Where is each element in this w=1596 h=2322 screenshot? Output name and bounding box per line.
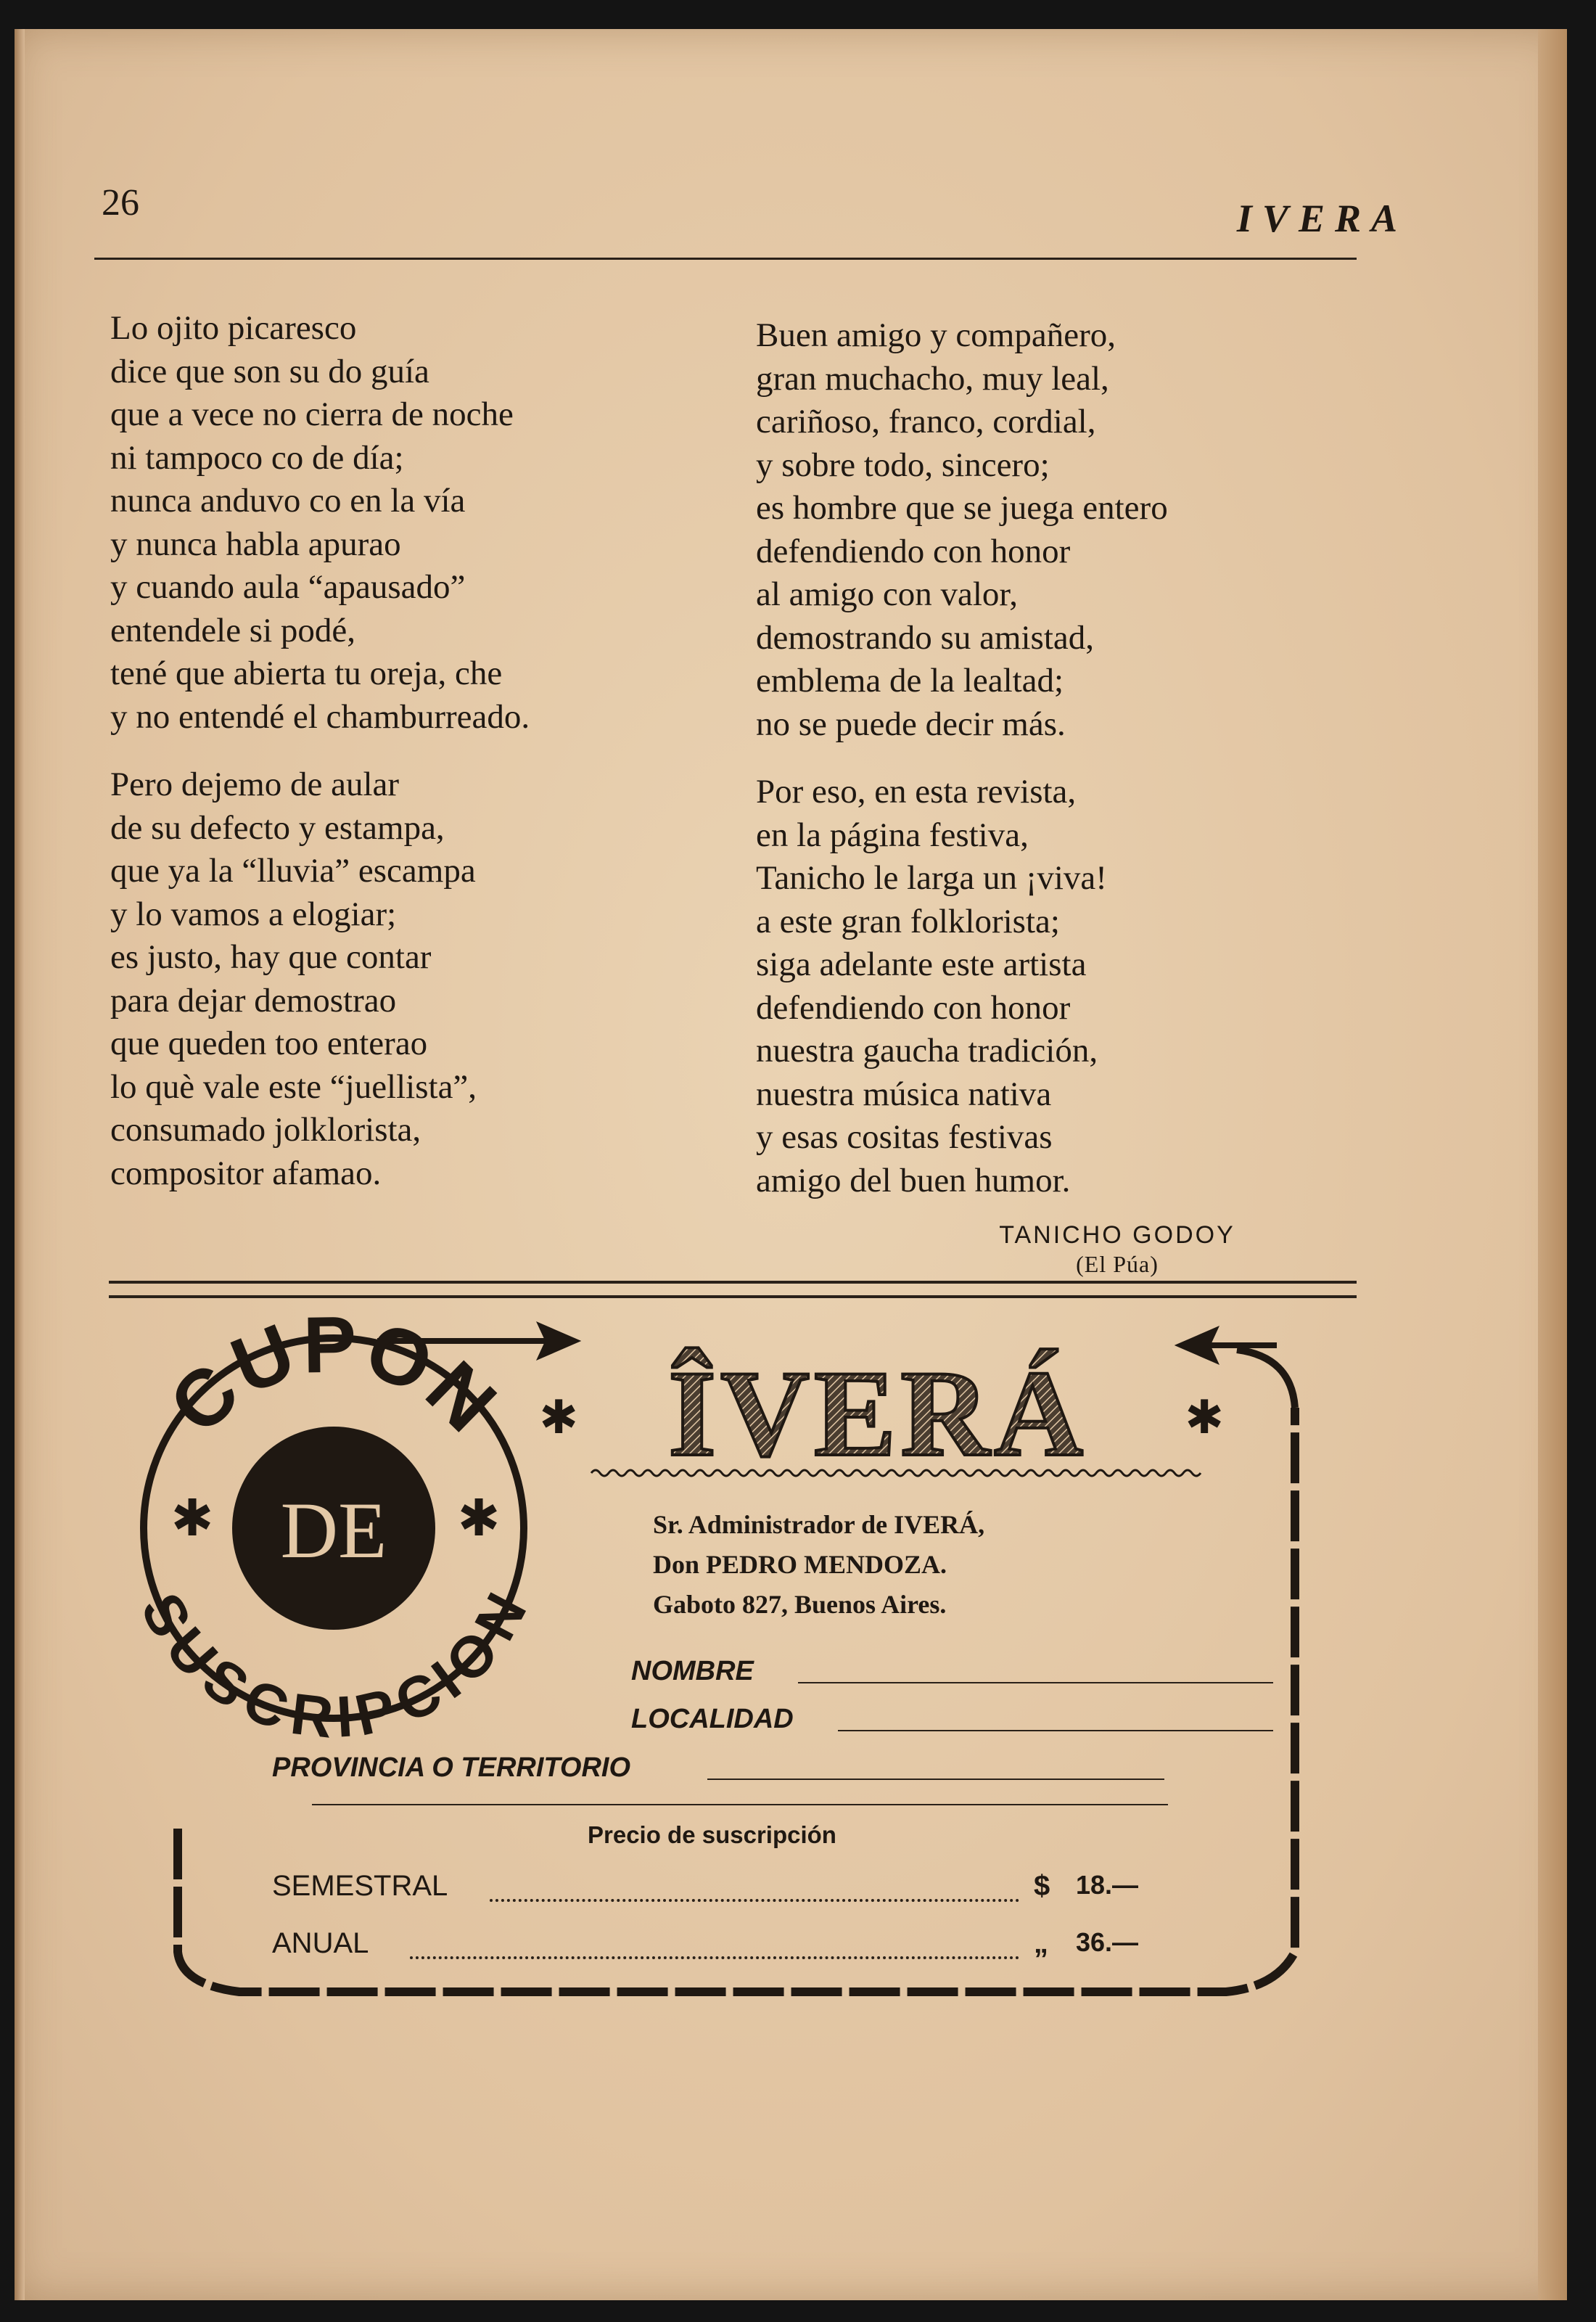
- price-label: ANUAL: [272, 1927, 369, 1959]
- verse-line: nunca anduvo co en la vía: [110, 482, 466, 520]
- verse-line: defendiendo con honor: [756, 532, 1071, 570]
- price-amount: 36.—: [1076, 1927, 1139, 1957]
- seal-bottom-text: SUSCRIPCION: [128, 1583, 539, 1750]
- locality-field-label: LOCALIDAD: [631, 1704, 794, 1734]
- verse-line: que a vece no cierra de noche: [110, 395, 514, 433]
- verse-line: defendiendo con honor: [756, 988, 1071, 1027]
- verse-line: es justo, hay que contar: [110, 938, 432, 976]
- verse-line: de su defecto y estampa,: [110, 808, 445, 847]
- verse-line: que queden too enterao: [110, 1025, 428, 1062]
- author-name: TANICHO GODOY: [999, 1221, 1235, 1249]
- verse-line: y nunca habla apurao: [110, 525, 401, 563]
- verse-line: nuestra gaucha tradición,: [756, 1032, 1098, 1070]
- address-line-2: Don PEDRO MENDOZA.: [653, 1550, 947, 1579]
- verse-line: para dejar demostrao: [110, 981, 397, 1020]
- author-alias: (El Púa): [1076, 1251, 1159, 1277]
- name-field[interactable]: [798, 1682, 1273, 1683]
- verse-line: a este gran folklorista;: [756, 902, 1060, 940]
- verse-line: y sobre todo, sincero;: [756, 446, 1050, 484]
- price-currency: $: [1034, 1870, 1050, 1902]
- coupon-brand: [539, 1345, 1224, 1482]
- address-line-3: Gaboto 827, Buenos Aires.: [653, 1590, 947, 1619]
- verse-line: es hombre que se juega entero: [756, 489, 1168, 527]
- star-left-icon: ✱: [539, 1391, 578, 1445]
- verse-line: y esas cositas festivas: [756, 1118, 1053, 1156]
- dot-leader: [410, 1927, 1019, 1959]
- subscription-seal: [128, 1300, 538, 1749]
- price-currency: „: [1034, 1927, 1048, 1959]
- price-divider: [312, 1804, 1168, 1805]
- verse-line: y no entendé el chamburreado.: [110, 697, 530, 736]
- verse-line: Buen amigo y compañero,: [756, 316, 1116, 354]
- verse-line: demostrando su amistad,: [756, 618, 1095, 657]
- brand-wordmark: ÎVERÁ: [668, 1345, 1087, 1482]
- verse-line: tené que abierta tu oreja, che: [110, 655, 503, 692]
- star-right-icon: ✱: [1185, 1391, 1224, 1445]
- seal-top-text: CUPON: [152, 1300, 515, 1451]
- verse-line: consumado jolklorista,: [110, 1111, 421, 1149]
- verse-line: dice que son su do guía: [110, 352, 429, 390]
- seal-middle-text: DE: [280, 1486, 387, 1575]
- address-line-1: Sr. Administrador de IVERÁ,: [653, 1510, 985, 1539]
- price-label: SEMESTRAL: [272, 1870, 448, 1902]
- verse-line: entendele si podé,: [110, 611, 356, 649]
- seal-star-left-icon: ✱: [170, 1488, 214, 1548]
- verse-line: cariñoso, franco, cordial,: [756, 403, 1096, 440]
- running-title: IVERA: [1236, 197, 1407, 240]
- verse-line: Tanicho le larga un ¡viva!: [756, 859, 1107, 897]
- verse-line: nuestra música nativa: [756, 1075, 1052, 1113]
- seal-star-right-icon: ✱: [457, 1488, 501, 1548]
- verse-line: Lo ojito picaresco: [110, 309, 357, 347]
- price-amount: 18.—: [1076, 1870, 1139, 1900]
- dot-leader: [490, 1870, 1019, 1902]
- verse-line: no se puede decir más.: [756, 705, 1066, 743]
- price-heading: Precio de suscripción: [588, 1821, 836, 1848]
- verse-line: ni tampoco co de día;: [110, 438, 404, 477]
- verse-line: que ya la “lluvia” escampa: [110, 852, 476, 890]
- verse-line: gran muchacho, muy leal,: [756, 359, 1109, 398]
- verse-line: en la página festiva,: [756, 816, 1029, 854]
- verse-line: lo què vale este “juellista”,: [110, 1067, 477, 1106]
- verse-line: al amigo con valor,: [756, 575, 1018, 613]
- province-field-label: PROVINCIA O TERRITORIO: [272, 1752, 631, 1783]
- verse-line: y lo vamos a elogiar;: [110, 895, 397, 933]
- page-number: 26: [102, 182, 139, 223]
- verse-line: emblema de la lealtad;: [756, 662, 1064, 700]
- name-field-label: NOMBRE: [631, 1656, 754, 1686]
- verse-line: siga adelante este artista: [756, 945, 1087, 983]
- verse-line: amigo del buen humor.: [756, 1161, 1071, 1199]
- verse-line: y cuando aula “apausado”: [110, 568, 466, 606]
- verse-line: Por eso, en esta revista,: [756, 773, 1077, 811]
- province-field[interactable]: [707, 1779, 1164, 1780]
- locality-field[interactable]: [838, 1730, 1273, 1731]
- verse-line: compositor afamao.: [110, 1154, 382, 1192]
- verse-line: Pero dejemo de aular: [110, 766, 400, 803]
